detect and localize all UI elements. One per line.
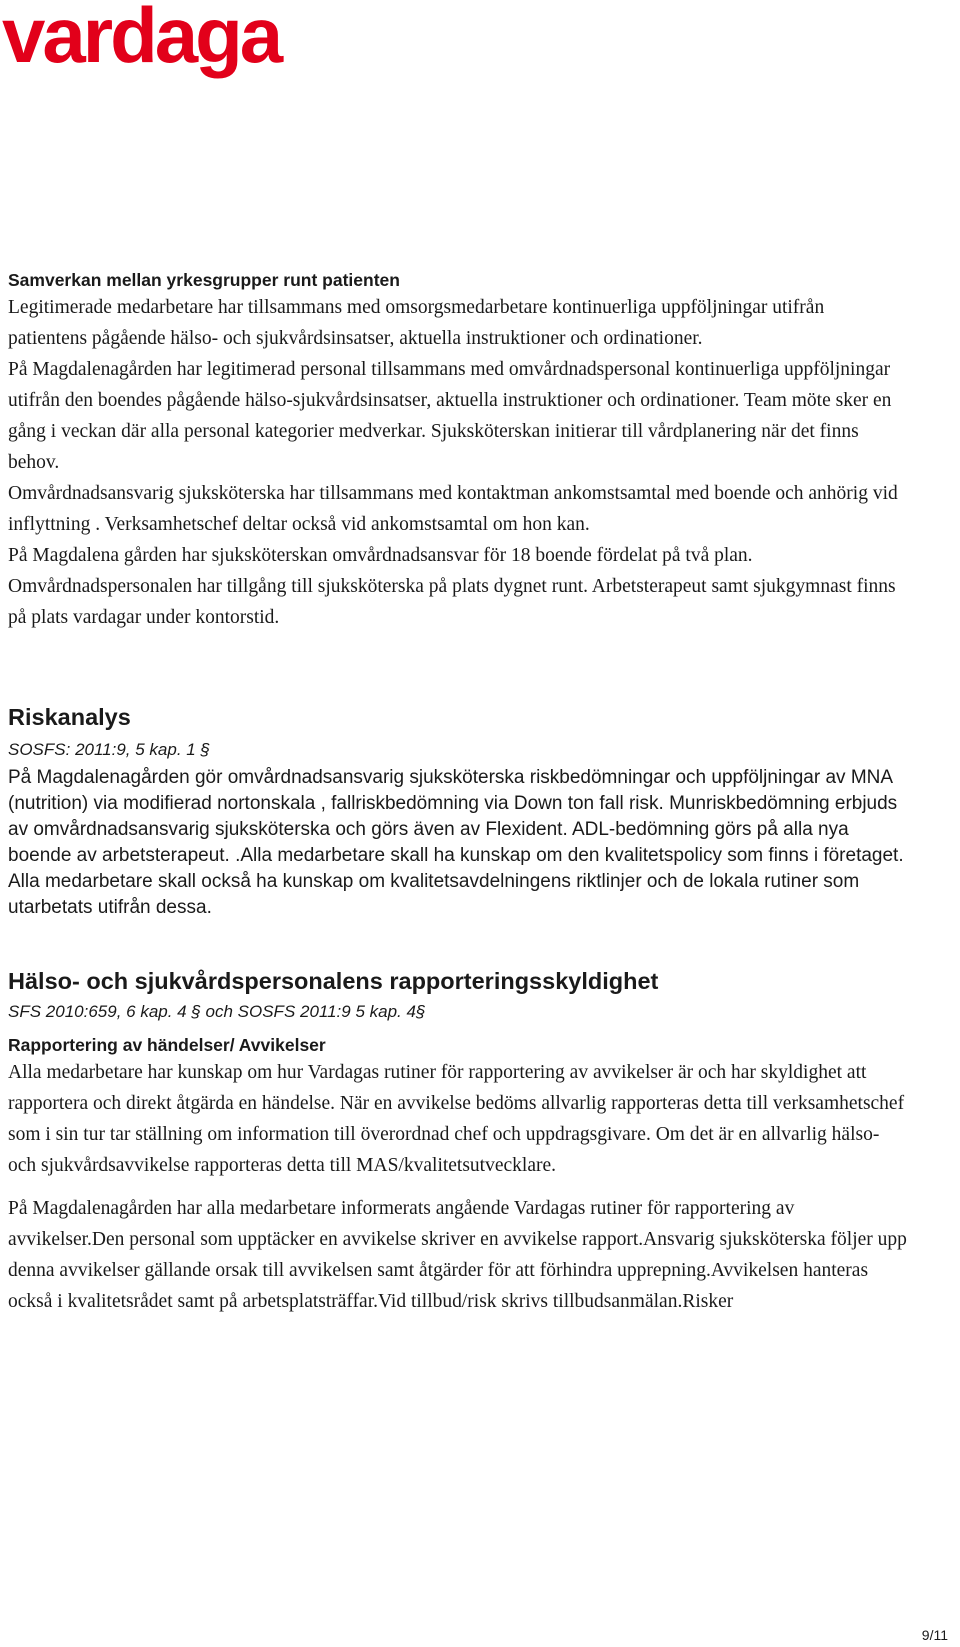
reference-riskanalys: SOSFS: 2011:9, 5 kap. 1 § [8, 740, 210, 759]
section-rapportering [8, 967, 908, 1317]
paragraph-riskanalys: På Magdalenagården gör omvårdnadsansvarig sjuksköterska riskbedömningar och uppföljningar av MNA (nutrition) via modifierad nortonskala , fallriskbedömning via Down ton fall risk. Munriskbedömning erbjuds av omvårdnadsansvarig sjuksköterska och görs även av Flexident. ADL-bedömning görs på alla nya boende av arbetsterapeut. .Alla medarbetare skall ha kunskap om den kvalitetspolicy som finns i företaget. Alla medarbetare skall också ha kunskap om kvalitetsavdelningens riktlinjer och de lokala rutiner som utarbetats utifrån dessa. [8, 767, 904, 918]
subheading-avvikelser: Rapportering av händelser/ Avvikelser [8, 1035, 326, 1055]
paragraph-body-3: På Magdalena gården har sjuksköterskan omvårdnadsansvar för 18 boende fördelat på två plan. Omvårdnadspersonalen har tillgång till sjuksköterska på plats dygnet runt. Arbetsterapeut samt sjukgymnast finns på plats vardagar under kontorstid. [8, 545, 896, 628]
reference-rapportering: SFS 2010:659, 6 kap. 4 § och SOSFS 2011:9 5 kap. 4§ [8, 1002, 426, 1021]
logo-wordmark: vardaga [2, 0, 281, 79]
vardaga-logo [2, 0, 302, 84]
section-riskanalys [8, 703, 908, 921]
paragraph-avvikelser-1: Alla medarbetare har kunskap om hur Vardagas rutiner för rapportering av avvikelser är och har skyldighet att rapportera och direkt åtgärda en händelse. När en avvikelse bedöms allvarlig rapporteras detta till verksamhetschef som i sin tur tar ställning om information till överordnad chef och uppdragsgivare. Om det är en allvarlig hälso- och sjukvårdsavvikelse rapporteras detta till MAS/kvalitetsutvecklare. [8, 1062, 905, 1176]
vardaga-logo-mark [2, 0, 302, 84]
paragraph-body-1: På Magdalenagården har legitimerad personal tillsammans med omvårdnadspersonal kontinuerliga uppföljningar utifrån den boendes pågående hälso-sjukvårdsinsatser, aktuella instruktioner och ordinationer. Team möte sker en gång i veckan där alla personal kategorier medverkar. Sjuksköterskan initierar till vårdplanering när det finns behov. [8, 359, 892, 473]
section-heading-riskanalys: Riskanalys [8, 704, 131, 730]
page-content [8, 270, 908, 1317]
paragraph-body-2: Omvårdnadsansvarig sjuksköterska har tillsammans med kontaktman ankomstsamtal med boende och anhörig vid inflyttning . Verksamhetschef deltar också vid ankomstsamtal om hon kan. [8, 483, 898, 535]
paragraph-intro: Legitimerade medarbetare har tillsammans med omsorgsmedarbetare kontinuerliga uppföljningar utifrån patientens pågående hälso- och sjukvårdsinsatser, aktuella instruktioner och ordinationer. [8, 297, 825, 349]
section-heading-rapportering: Hälso- och sjukvårdspersonalens rapporteringsskyldighet [8, 968, 659, 994]
paragraph-avvikelser-2: På Magdalenagården har alla medarbetare informerats angående Vardagas rutiner för rapportering av avvikelser.Den personal som upptäcker en avvikelse skriver en avvikelse rapport.Ansvarig sjuksköterska följer upp denna avvikelser gällande orsak till avvikelsen samt åtgärder för att förhindra upprepning.Avvikelsen hanteras också i kvalitetsrådet samt på arbetsplatsträffar.Vid tillbud/risk skrivs tillbudsanmälan.Risker [8, 1198, 907, 1312]
page-number: 9/11 [921, 1627, 948, 1643]
section-samverkan [8, 270, 908, 633]
section-heading-samverkan: Samverkan mellan yrkesgrupper runt patienten [8, 270, 400, 290]
